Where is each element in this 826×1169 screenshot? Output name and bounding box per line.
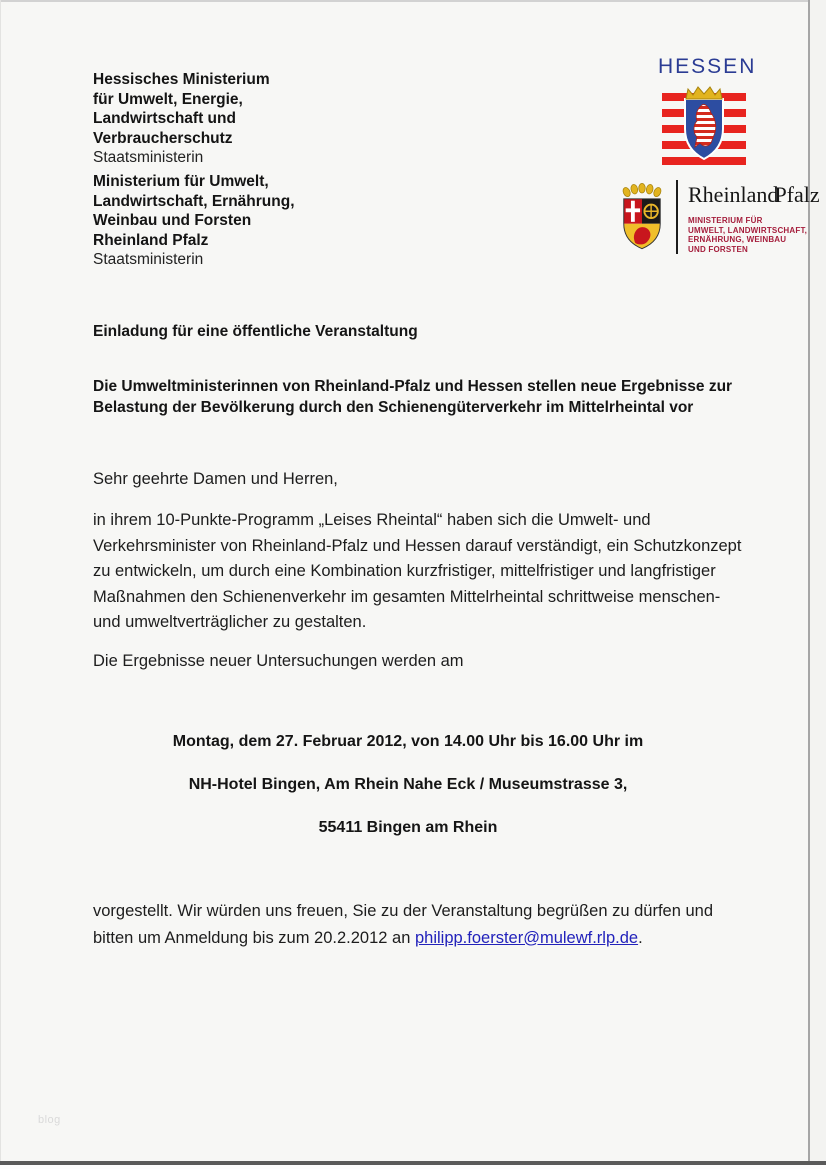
letter-body-paragraph: in ihrem 10-Punkte-Programm „Leises Rheintal“ haben sich die Umwelt- und Verkehrsminister von Rheinland-Pfalz und Hessen darauf verständigt, ein Schutzkonzept zu entwickeln, um durch eine Kombination kurzfristiger, mittelfristiger und langfristiger Maßnahmen den Schienenverkehr im gesamten Mittelrheintal schrittweise menschen- und umweltverträglicher zu gestalten. [93, 511, 742, 631]
rlp-ministry-line: UND FORSTEN [688, 244, 748, 254]
letter-subject: Die Umweltministerinnen von Rheinland-Pfalz und Hessen stellen neue Ergebnisse zur Belastung der Bevölkerung durch den Schienengüterverkehr im Mittelrheintal vor [93, 378, 733, 416]
rlp-logo-divider [676, 180, 678, 254]
letter-salutation: Sehr geehrte Damen und Herren, [93, 470, 338, 488]
closing-text-after: . [638, 928, 643, 947]
letterhead-line: Landwirtschaft und [93, 110, 236, 127]
blog-watermark: blog [38, 1114, 61, 1126]
event-city: 55411 Bingen am Rhein [318, 819, 498, 836]
rlp-ministry-caption [688, 216, 807, 254]
letterhead-role: Staatsministerin [93, 149, 204, 166]
letterhead-line: für Umwelt, Energie, [93, 90, 243, 108]
letter-closing [93, 898, 753, 951]
event-date-time: Montag, dem 27. Februar 2012, von 14.00 Uhr bis 16.00 Uhr im [172, 733, 644, 750]
rlp-wordmark [688, 182, 820, 208]
letter-lead-in: Die Ergebnisse neuer Untersuchungen werden am [93, 652, 464, 670]
letterhead-line: Hessisches Ministerium [93, 71, 270, 88]
letterhead-rlp-ministry [93, 172, 413, 270]
rlp-crest-icon [618, 182, 666, 259]
letterhead-line: Weinbau und Forsten [93, 212, 252, 229]
letterhead-line: Verbraucherschutz [93, 129, 233, 147]
letterhead-line: Rheinland Pfalz [93, 231, 209, 249]
rlp-ministry-line: ERNÄHRUNG, WEINBAU [688, 235, 787, 244]
letterhead-role: Staatsministerin [93, 251, 204, 268]
scan-edge-right-strip [810, 0, 826, 1162]
hessen-crest-icon [658, 85, 750, 170]
event-venue: NH-Hotel Bingen, Am Rhein Nahe Eck / Museumstrasse 3, [188, 776, 628, 793]
letter-heading: Einladung für eine öffentliche Veranstaltung [93, 323, 418, 340]
hessen-logo [658, 55, 757, 170]
rlp-wordmark-left: Rheinland [688, 182, 779, 207]
letterhead-line: Ministerium für Umwelt, [93, 173, 269, 190]
scan-edge-bottom-strip [0, 1165, 826, 1169]
email-link[interactable]: philipp.foerster@mulewf.rlp.de [414, 928, 639, 947]
scan-edge-right-line [808, 0, 810, 1162]
hessen-wordmark: HESSEN [658, 55, 757, 78]
scan-edge-top [0, 0, 826, 2]
scan-edge-left [0, 0, 1, 1169]
rlp-ministry-line: UMWELT, LANDWIRTSCHAFT, [688, 225, 808, 235]
letterhead-hessen-ministry [93, 70, 413, 168]
letterhead-line: Landwirtschaft, Ernährung, [93, 192, 295, 210]
closing-text-before: vorgestellt. Wir würden uns freuen, Sie zu der Veranstaltung begrüßen zu dürfen und bitten um Anmeldung bis zum 20.2.2012 an [93, 902, 714, 947]
rlp-wordmark-right: Pfalz [774, 182, 820, 207]
rlp-logo [618, 178, 818, 256]
rlp-ministry-line: MINISTERIUM FÜR [688, 216, 763, 225]
